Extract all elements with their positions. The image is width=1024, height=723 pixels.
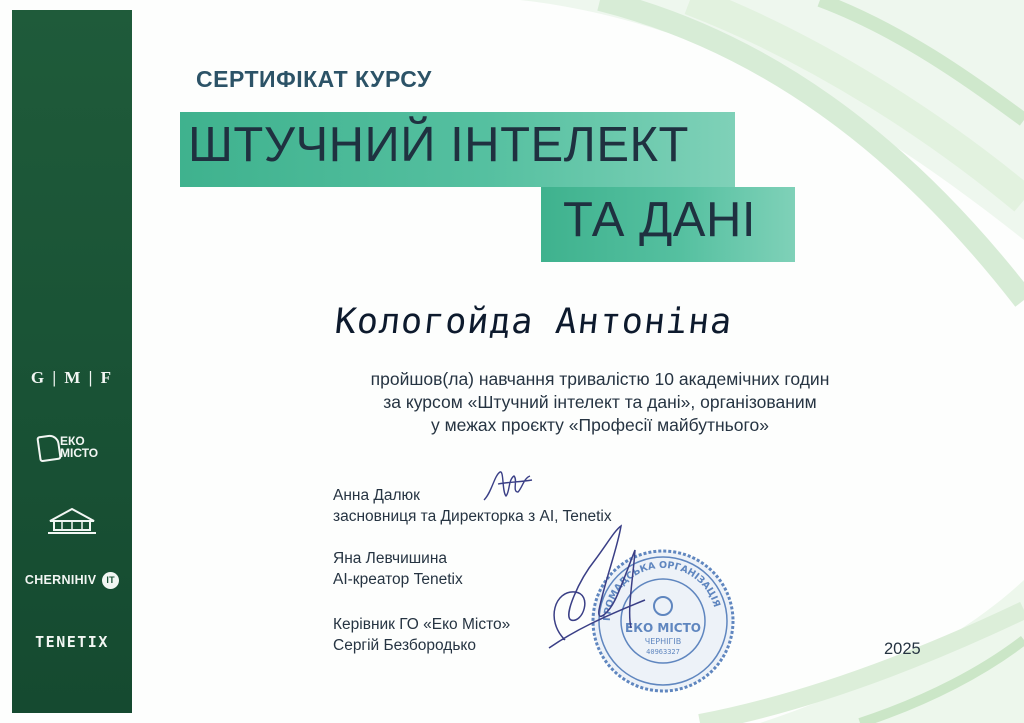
stamp-ring-text: ГРОМАДСЬКА ОРГАНІЗАЦІЯ [601, 559, 723, 622]
course-title-line1: ШТУЧНИЙ ІНТЕЛЕКТ [188, 118, 689, 172]
chernihiv-logo-text: CHERNIHIV [24, 572, 97, 587]
stamp-code: 40963327 [646, 648, 680, 656]
it-badge-icon: IT [102, 572, 119, 589]
body-line-2: за курсом «Штучний інтелект та дані», організованим [383, 392, 817, 412]
signatory-1-name: Анна Далюк [333, 487, 420, 504]
library-building-icon [12, 501, 132, 537]
signatory-3-name: Керівник ГО «Еко Місто» [333, 616, 511, 633]
signatory-2-name: Яна Левчишина [333, 550, 448, 567]
chernihiv-it-logo [12, 572, 132, 589]
signatory-3 [333, 614, 510, 656]
eko-logo-line1: ЕКО [60, 434, 85, 448]
eko-leaf-icon [36, 434, 61, 463]
library-logo [12, 501, 132, 537]
stamp-center-line1: ЕКО МІСТО [625, 621, 701, 635]
recipient-name: Кологойда Антоніна [332, 302, 735, 342]
stamp-center-line2: ЧЕРНІГІВ [644, 637, 682, 646]
signatory-2 [333, 548, 463, 590]
certificate-year: 2025 [884, 640, 921, 658]
eko-misto-logo [12, 432, 132, 468]
signature-bezborodko [535, 520, 655, 660]
eko-logo-line2: МІСТО [60, 446, 99, 460]
gmf-logo: G | M | F [30, 368, 114, 387]
tenetix-logo: TENETIX [35, 633, 109, 651]
signatory-3-role: Сергій Безбородько [333, 637, 476, 654]
body-line-3: у межах проєкту «Професії майбутнього» [431, 415, 769, 435]
signatory-1-role: засновниця та Директорка з AI, Tenetix [333, 508, 612, 525]
signature-dalyuk [478, 462, 538, 512]
signatory-2-role: AI-креатор Tenetix [333, 571, 463, 588]
certificate-label: СЕРТИФІКАТ КУРСУ [196, 66, 432, 92]
certificate-body [320, 368, 880, 437]
partner-sidebar [12, 10, 132, 713]
course-title-line2: ТА ДАНІ [563, 193, 756, 247]
body-line-1: пройшов(ла) навчання тривалістю 10 академічних годин [370, 369, 830, 389]
